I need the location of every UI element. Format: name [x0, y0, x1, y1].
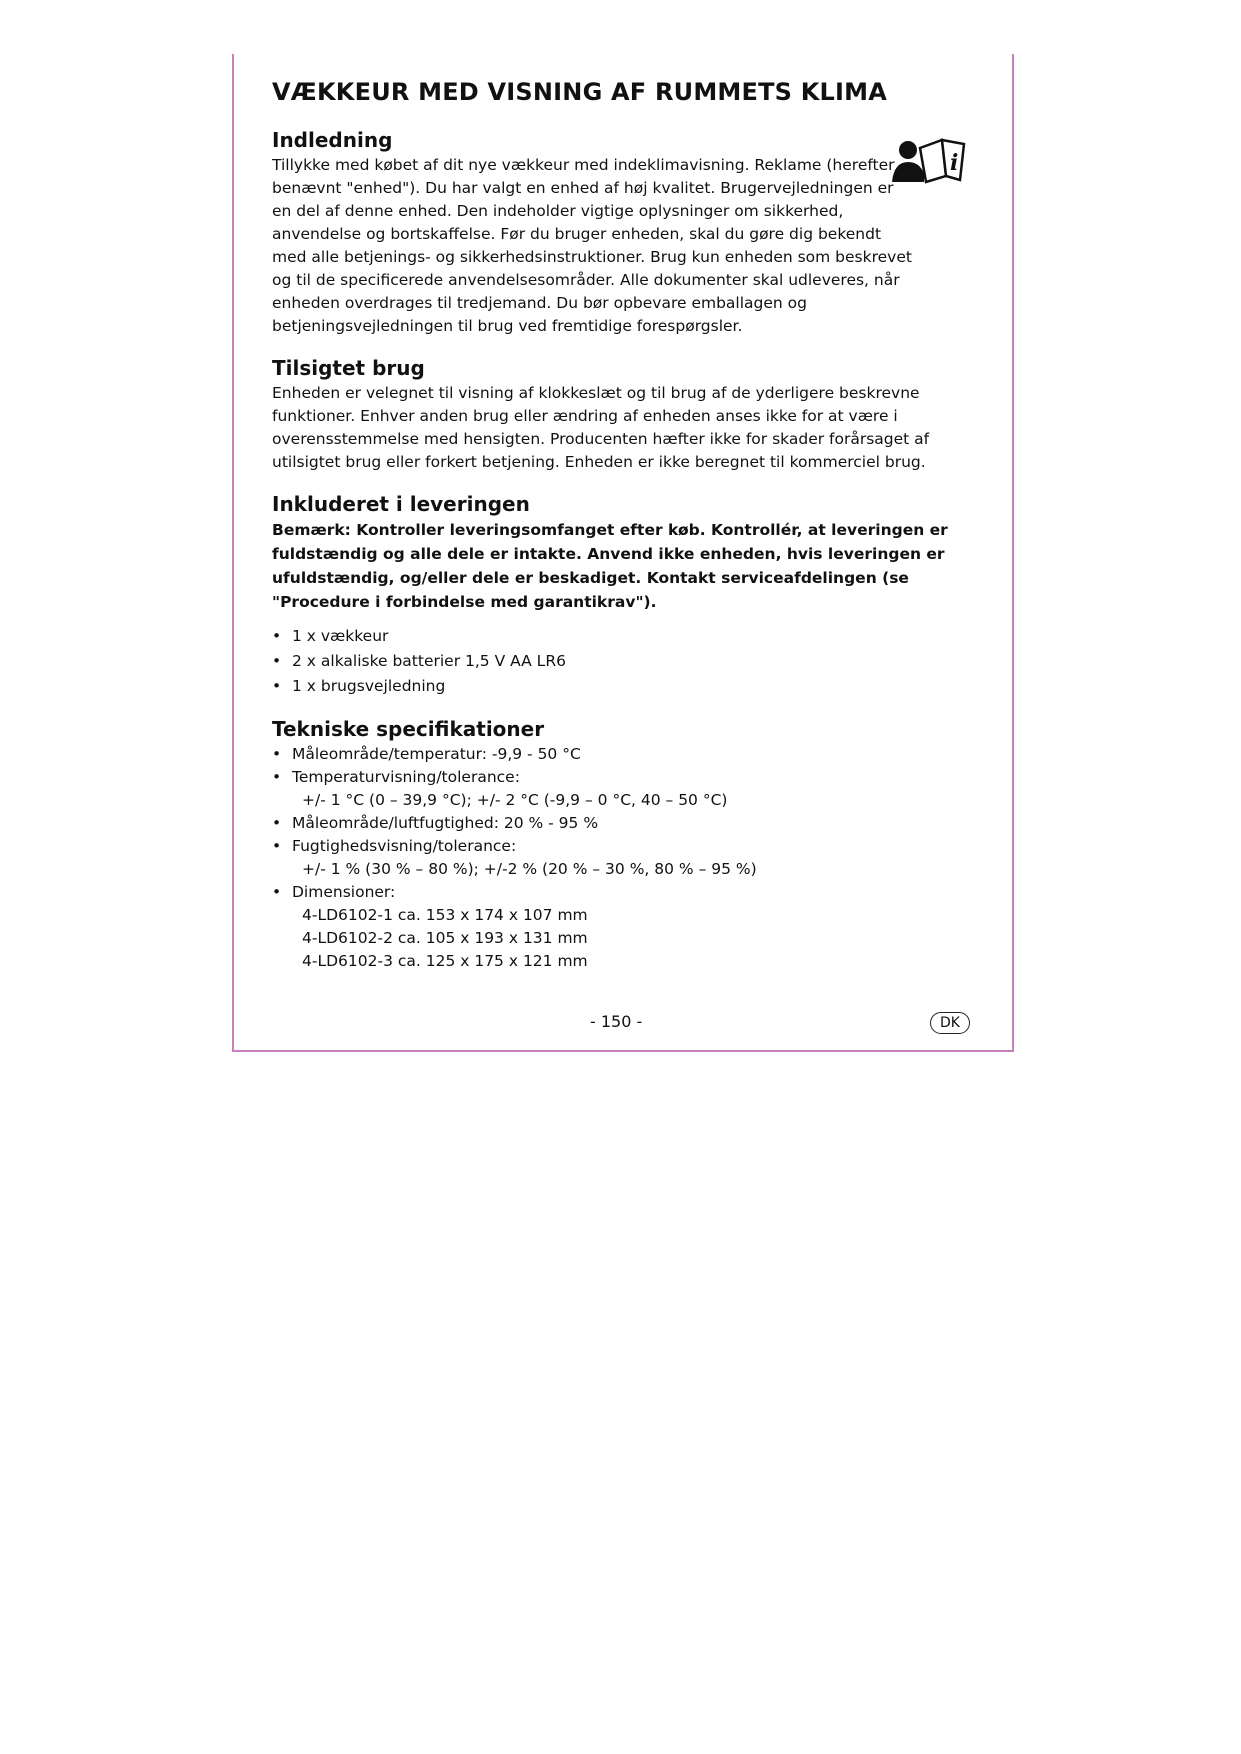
page-number: - 150 - — [590, 1012, 643, 1031]
dimension-line: 4-LD6102-3 ca. 125 x 175 x 121 mm — [302, 952, 588, 970]
list-item: • Temperaturvisning/tolerance: +/- 1 °C (0 – 39,9 °C); +/- 2 °C (-9,9 – 0 °C, 40 – 50 °C) — [272, 768, 728, 809]
specs-heading: Tekniske specifikationer — [272, 717, 545, 741]
list-item: • Måleområde/temperatur: -9,9 - 50 °C — [272, 743, 972, 766]
intro-heading: Indledning — [272, 128, 393, 152]
bullet-icon: • — [272, 883, 282, 901]
list-item: • Fugtighedsvisning/tolerance: +/- 1 % (30 % – 80 %); +/-2 % (20 % – 30 %, 80 % – 95 %) — [272, 837, 757, 878]
note-label: Bemærk: — [272, 521, 351, 539]
section-delivery — [272, 492, 972, 699]
bullet-icon: • — [272, 768, 282, 786]
list-item: • 1 x vækkeur — [272, 624, 972, 649]
bullet-icon: • — [272, 677, 282, 695]
dimension-line: 4-LD6102-1 ca. 153 x 174 x 107 mm — [302, 906, 588, 924]
bullet-icon: • — [272, 837, 282, 855]
section-specs — [272, 717, 972, 973]
section-intended-use — [272, 356, 972, 474]
list-item: • 2 x alkaliske batterier 1,5 V AA LR6 — [272, 649, 972, 674]
bullet-icon: • — [272, 627, 282, 645]
intended-use-heading: Tilsigtet brug — [272, 356, 425, 380]
delivery-list — [272, 624, 972, 699]
section-intro — [272, 128, 972, 338]
list-item: • 1 x brugsvejledning — [272, 674, 972, 699]
specs-list — [272, 743, 972, 973]
list-item: • Dimensioner: 4-LD6102-1 ca. 153 x 174 x 107 mm 4-LD6102-2 ca. 105 x 193 x 131 mm 4-LD6102-3 ca. 125 x 175 x 121 mm — [272, 881, 972, 973]
delivery-note — [272, 518, 972, 614]
bullet-icon: • — [272, 814, 282, 832]
country-badge: DK — [930, 1012, 970, 1034]
dimension-line: 4-LD6102-2 ca. 105 x 193 x 131 mm — [302, 929, 588, 947]
delivery-heading: Inkluderet i leveringen — [272, 492, 530, 516]
svg-text:i: i — [950, 150, 959, 176]
intended-use-text: Enheden er velegnet til visning af klokkeslæt og til brug af de yderligere beskrevne funktioner. Enhver anden brug eller ændring af enheden anses ikke for at være i overensstemmelse med hensigten. Producenten hæfter ikke for skader forårsaget af utilsigtet brug eller forkert betjening. Enheden er ikke beregnet til kommerciel brug. — [272, 384, 930, 471]
page-content — [272, 78, 972, 991]
bullet-icon: • — [272, 652, 282, 670]
note-text: Kontroller leveringsomfanget efter køb. Kontrollér, at leveringen er fuldstændig og alle dele er intakte. Anvend ikke enheden, hvis leveringen er ufuldstændig, og/eller dele er beskadiget. Kontakt serviceafdelingen (se "Procedure i forbindelse med garantikrav"). — [272, 521, 948, 611]
list-item: • Måleområde/luftfugtighed: 20 % - 95 % — [272, 812, 972, 835]
intro-text: Tillykke med købet af dit nye vækkeur med indeklimavisning. Reklame (herefter benævnt "enhed"). Du har valgt en enhed af høj kvalitet. Brugervejledningen er en del af denne enhed. Den indeholder vigtige oplysninger om sikkerhed, anvendelse og bortskaffelse. Før du bruger enheden, skal du gøre dig bekendt med alle betjenings- og sikkerhedsinstruktioner. Brug kun enheden som beskrevet og til de specificerede anvendelsesområder. Alle dokumenter skal udleveres, når enheden overdrages til tredjemand. Du bør opbevare emballagen og betjeningsvejledningen til brug ved fremtidige forespørgsler. — [272, 156, 912, 335]
bullet-icon: • — [272, 745, 282, 763]
page-title: VÆKKEUR MED VISNING AF RUMMETS KLIMA — [272, 78, 887, 106]
